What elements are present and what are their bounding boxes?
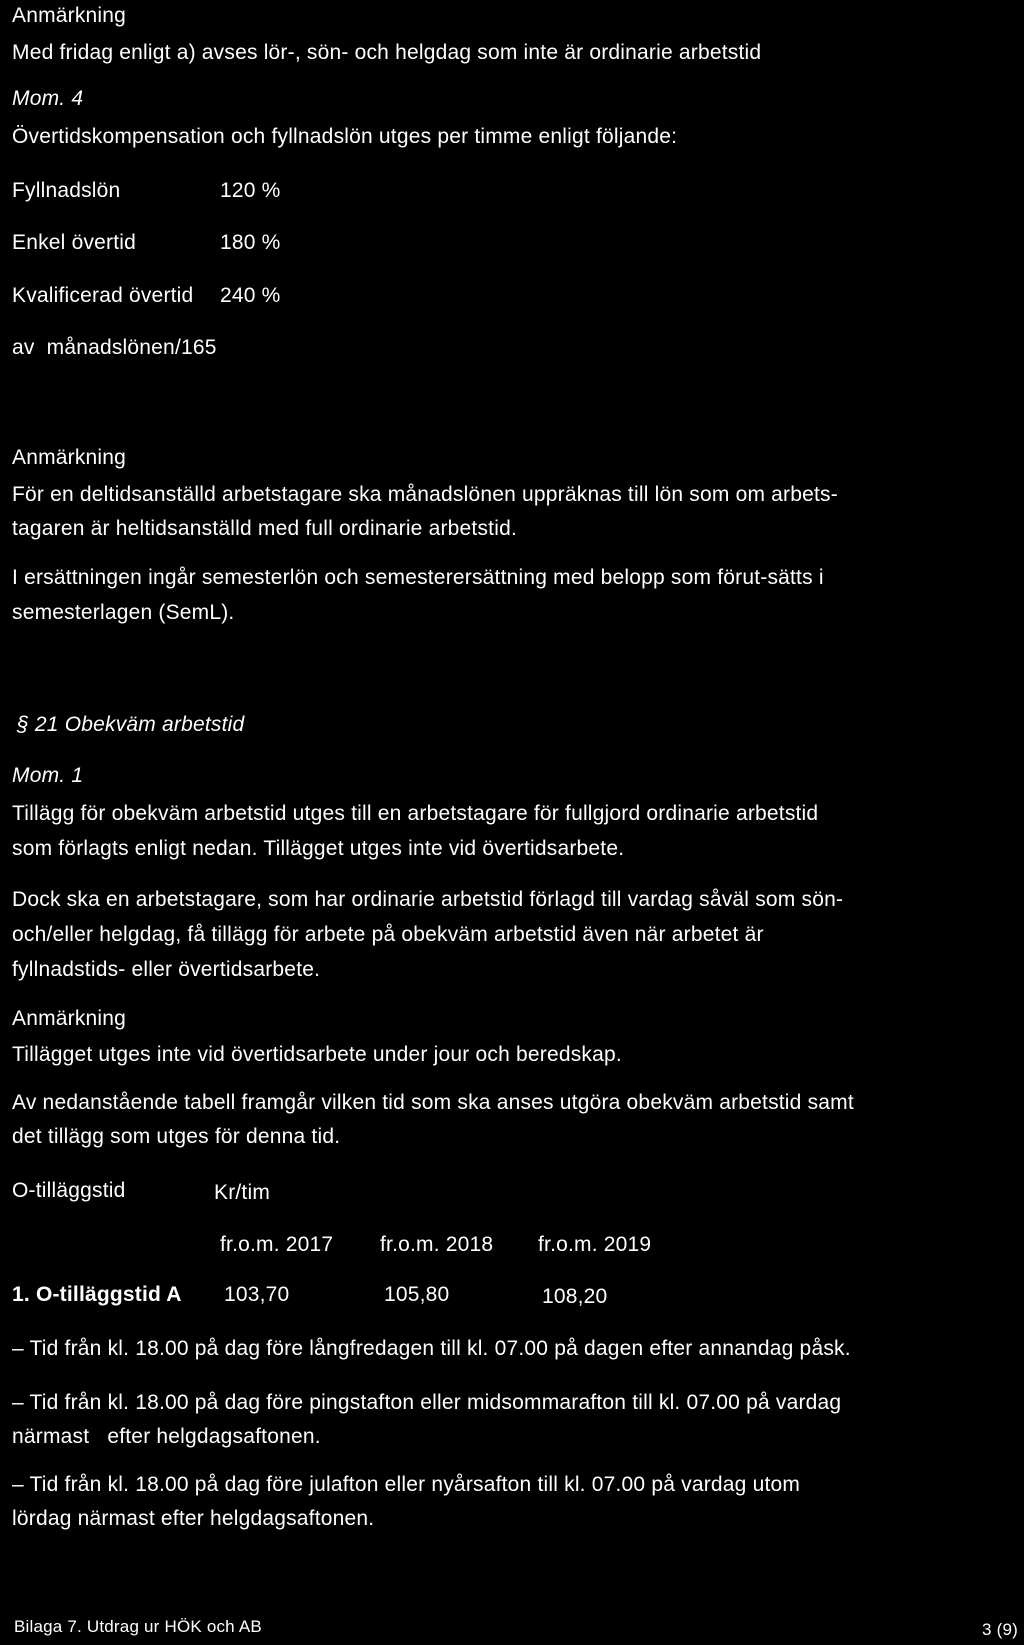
- section21-paragraph: som förlagts enligt nedan. Tillägget utges inte vid övertidsarbete.: [12, 837, 625, 860]
- table-cell: 103,70: [224, 1283, 290, 1306]
- section21-paragraph: fyllnadstids- eller övertidsarbete.: [12, 958, 321, 981]
- rate-label: Enkel övertid: [12, 231, 136, 254]
- section21-paragraph: Tillägg för obekväm arbetstid utges till en arbetstagare för fullgjord ordinarie arbetstid: [12, 802, 819, 825]
- note2-heading: Anmärkning: [12, 446, 127, 469]
- note-text: Med fridag enligt a) avses lör-, sön- och helgdag som inte är ordinarie arbetstid: [12, 41, 762, 64]
- section21-note-text: Tillägget utges inte vid övertidsarbete under jour och beredskap.: [12, 1043, 622, 1066]
- section21-paragraph: Dock ska en arbetstagare, som har ordinarie arbetstid förlagd till vardag såväl som sön-: [12, 888, 844, 911]
- note2-line: semesterlagen (SemL).: [12, 601, 235, 624]
- list-item: – Tid från kl. 18.00 på dag före julafton eller nyårsafton till kl. 07.00 på vardag utom: [12, 1473, 801, 1496]
- table-column-label: O-tilläggstid: [12, 1179, 126, 1202]
- note-heading: Anmärkning: [12, 4, 127, 27]
- list-item: lördag närmast efter helgdagsaftonen.: [12, 1507, 375, 1530]
- rate-value: 180 %: [220, 231, 281, 254]
- section21-heading: § 21 Obekväm arbetstid: [17, 713, 245, 736]
- footer-title: Bilaga 7. Utdrag ur HÖK och AB: [14, 1617, 262, 1636]
- page-number: 3 (9): [982, 1620, 1018, 1639]
- list-item: – Tid från kl. 18.00 på dag före pingstafton eller midsommarafton till kl. 07.00 på vardag: [12, 1391, 842, 1414]
- note2-line: tagaren är heltidsanställd med full ordinarie arbetstid.: [12, 517, 517, 540]
- table-year: fr.o.m. 2018: [380, 1233, 494, 1256]
- list-item: närmast efter helgdagsaftonen.: [12, 1425, 321, 1448]
- rate-label: Kvalificerad övertid: [12, 284, 194, 307]
- rate-value: 120 %: [220, 179, 281, 202]
- mom4-intro: Övertidskompensation och fyllnadslön utges per timme enligt följande:: [12, 125, 678, 148]
- section21-paragraph: det tillägg som utges för denna tid.: [12, 1125, 341, 1148]
- section21-paragraph: och/eller helgdag, få tillägg för arbete på obekväm arbetstid även när arbetet är: [12, 923, 764, 946]
- section21-note-heading: Anmärkning: [12, 1007, 127, 1030]
- table-year: fr.o.m. 2019: [538, 1233, 652, 1256]
- mom1-heading: Mom. 1: [12, 764, 84, 787]
- mom4-heading: Mom. 4: [12, 87, 84, 110]
- note2-line: I ersättningen ingår semesterlön och semesterersättning med belopp som förut-sätts i: [12, 566, 824, 589]
- table-unit: Kr/tim: [214, 1181, 271, 1204]
- table-year: fr.o.m. 2017: [220, 1233, 334, 1256]
- section21-paragraph: Av nedanstående tabell framgår vilken tid som ska anses utgöra obekväm arbetstid samt: [12, 1091, 854, 1114]
- note2-line: För en deltidsanställd arbetstagare ska månadslönen uppräknas till lön som om arbets-: [12, 483, 838, 506]
- table-row-label: 1. O-tilläggstid A: [12, 1283, 182, 1306]
- rate-basis: av månadslönen/165: [12, 336, 217, 359]
- rate-label: Fyllnadslön: [12, 179, 121, 202]
- list-item: – Tid från kl. 18.00 på dag före långfredagen till kl. 07.00 på dagen efter annandag påsk.: [12, 1337, 851, 1360]
- table-cell: 108,20: [542, 1285, 608, 1308]
- rate-value: 240 %: [220, 284, 281, 307]
- table-cell: 105,80: [384, 1283, 450, 1306]
